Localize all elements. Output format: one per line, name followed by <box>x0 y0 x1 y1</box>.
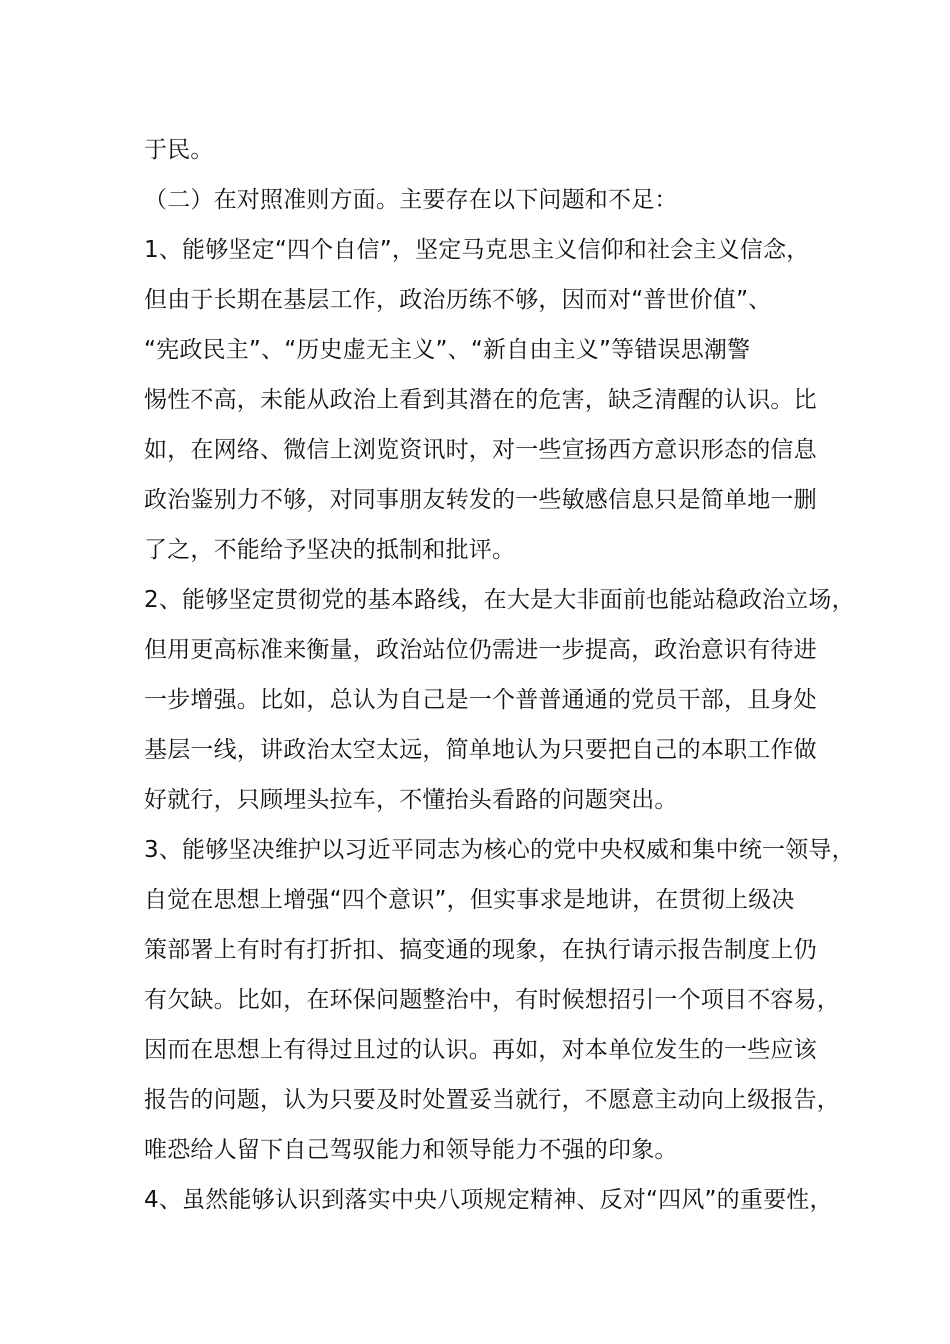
text-line: 如，在网络、微信上浏览资讯时，对一些宣扬西方意识形态的信息 <box>144 437 817 463</box>
text-line: 但用更高标准来衡量，政治站位仍需进一步提高，政治意识有待进 <box>144 637 817 663</box>
text-line: 1、能够坚定“四个自信”，坚定马克思主义信仰和社会主义信念， <box>144 237 810 263</box>
text-line: 好就行，只顾埋头拉车，不懂抬头看路的问题突出。 <box>144 787 678 813</box>
text-line: 于民。 <box>144 137 214 163</box>
text-line: “宪政民主”、“历史虚无主义”、“新自由主义”等错误思潮警 <box>144 337 751 363</box>
text-line: 政治鉴别力不够，对同事朋友转发的一些敏感信息只是简单地一删 <box>144 487 817 513</box>
text-line: 有欠缺。比如，在环保问题整治中，有时候想招引一个项目不容易， <box>144 987 840 1013</box>
text-line: 自觉在思想上增强“四个意识”，但实事求是地讲，在贯彻上级决 <box>144 887 795 913</box>
text-line: 3、能够坚决维护以习近平同志为核心的党中央权威和集中统一领导， <box>144 837 855 863</box>
section-heading: （二）在对照准则方面。主要存在以下问题和不足： <box>144 187 678 213</box>
text-line: 了之，不能给予坚决的抵制和批评。 <box>144 537 516 563</box>
text-line: 但由于长期在基层工作，政治历练不够，因而对“普世价值”、 <box>144 287 772 313</box>
text-line: 因而在思想上有得过且过的认识。再如，对本单位发生的一些应该 <box>144 1037 817 1063</box>
text-line: 唯恐给人留下自己驾驭能力和领导能力不强的印象。 <box>144 1137 678 1163</box>
text-line: 报告的问题，认为只要及时处置妥当就行，不愿意主动向上级报告， <box>144 1087 840 1113</box>
text-line: 4、虽然能够认识到落实中央八项规定精神、反对“四风”的重要性， <box>144 1187 833 1213</box>
text-line: 一步增强。比如，总认为自己是一个普普通通的党员干部，且身处 <box>144 687 817 713</box>
text-line: 惕性不高，未能从政治上看到其潜在的危害，缺乏清醒的认识。比 <box>144 387 817 413</box>
text-line: 2、能够坚定贯彻党的基本路线，在大是大非面前也能站稳政治立场， <box>144 587 855 613</box>
text-line: 基层一线，讲政治太空太远，简单地认为只要把自己的本职工作做 <box>144 737 817 763</box>
text-line: 策部署上有时有打折扣、搞变通的现象，在执行请示报告制度上仍 <box>144 937 817 963</box>
